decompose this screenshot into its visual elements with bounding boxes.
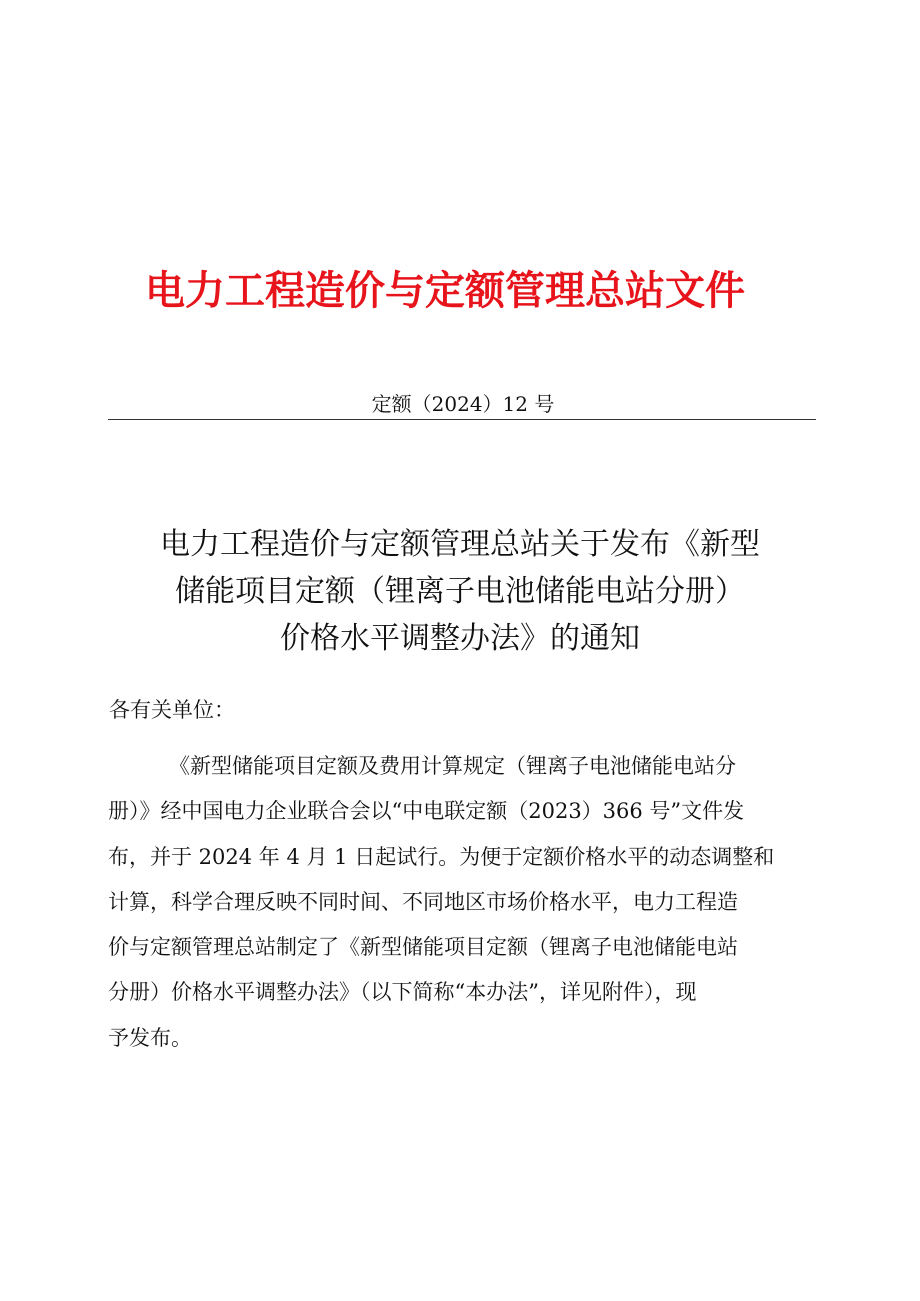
body-line: 予发布。 [108,1025,192,1050]
notice-title [100,521,820,662]
notice-title-line: 储能项目定额（锂离子电池储能电站分册） [175,574,745,609]
red-header-title: 电力工程造价与定额管理总站文件 [145,268,745,314]
body-line: 册）》经中国电力企业联合会以“中电联定额（2023）366 号”文件发 [108,799,745,824]
body-line: 布，并于 2024 年 4 月 1 日起试行。为便于定额价格水平的动态调整和 [108,844,775,869]
header-divider [108,419,816,420]
salutation: 各有关单位： [109,698,235,722]
body-line: 价与定额管理总站制定了《新型储能项目定额（锂离子电池储能电站 [108,935,738,960]
body-line: 《新型储能项目定额及费用计算规定（锂离子电池储能电站分 [169,754,736,778]
body-line: 计算，科学合理反映不同时间、不同地区市场价格水平，电力工程造 [108,889,738,914]
document-number: 定额（2024）12 号 [371,392,555,416]
notice-title-line: 价格水平调整办法》的通知 [280,621,640,656]
notice-title-line: 电力工程造价与定额管理总站关于发布《新型 [160,527,760,562]
body-paragraph [108,744,820,1061]
body-line: 分册）价格水平调整办法》（以下简称“本办法”，详见附件），现 [108,980,697,1005]
